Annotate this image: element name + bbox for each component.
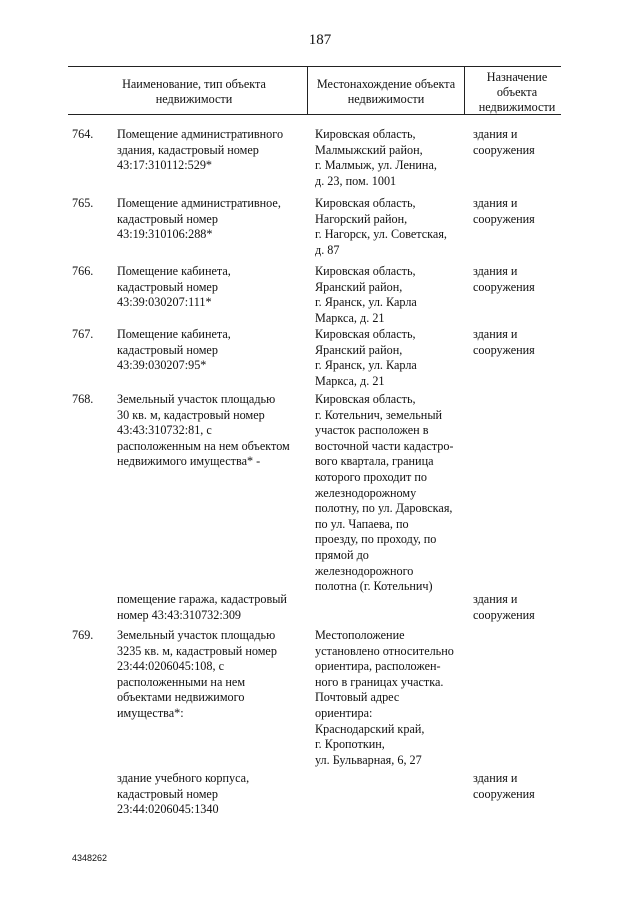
object-location: Кировская область, Яранский район, г. Яранск, ул. Карла Маркса, д. 21 bbox=[315, 264, 417, 325]
object-purpose: здания и сооружения bbox=[473, 264, 535, 294]
row-number: 767. bbox=[72, 327, 94, 341]
object-location: Кировская область, г. Котельнич, земельный участок расположен в восточной части кадастро- вого квартала, граница которого проходит по железнодорожному полотну, по ул. Даровская, по ул. Чапаева, по проезду, по проходу, по прямой до железнодорожного полотна (г. Котельнич) bbox=[315, 392, 454, 594]
object-name: Помещение кабинета, кадастровый номер 43:39:030207:111* bbox=[117, 264, 231, 310]
object-purpose: здания и сооружения bbox=[473, 771, 535, 801]
page-number: 187 bbox=[308, 32, 332, 48]
object-location: Кировская область, Яранский район, г. Яранск, ул. Карла Маркса, д. 21 bbox=[315, 327, 417, 388]
object-name: Земельный участок площадью 3235 кв. м, кадастровый номер 23:44:0206045:108, с расположенными на нем объектами недвижимого имущества*: bbox=[117, 628, 277, 720]
row-number: 769. bbox=[72, 628, 94, 642]
object-name: Помещение административное, кадастровый номер 43:19:310106:288* bbox=[117, 196, 281, 242]
row-number: 766. bbox=[72, 264, 94, 278]
object-purpose: здания и сооружения bbox=[473, 327, 535, 357]
header-location: Местонахождение объекта недвижимости bbox=[316, 77, 456, 106]
object-name: помещение гаража, кадастровый номер 43:43:310732:309 bbox=[117, 592, 287, 622]
object-location: Кировская область, Малмыжский район, г. Малмыж, ул. Ленина, д. 23, пом. 1001 bbox=[315, 127, 437, 188]
object-name: Помещение кабинета, кадастровый номер 43:39:030207:95* bbox=[117, 327, 231, 373]
row-number: 764. bbox=[72, 127, 94, 141]
row-number: 765. bbox=[72, 196, 94, 210]
object-purpose: здания и сооружения bbox=[473, 127, 535, 157]
column-divider bbox=[464, 66, 465, 114]
object-purpose: здания и сооружения bbox=[473, 196, 535, 226]
header-purpose: Назначение объекта недвижимости bbox=[478, 70, 556, 114]
object-name: Земельный участок площадью 30 кв. м, кадастровый номер 43:43:310732:81, с расположенным на нем объектом недвижимого имущества* - bbox=[117, 392, 290, 469]
object-location: Местоположение установлено относительно ориентира, расположен- ного в границах участка. Почтовый адрес ориентира: Краснодарский край, г. Кропоткин, ул. Бульварная, 6, 27 bbox=[315, 628, 454, 767]
object-name: Помещение административного здания, кадастровый номер 43:17:310112:529* bbox=[117, 127, 284, 173]
column-divider bbox=[307, 66, 308, 114]
object-purpose: здания и сооружения bbox=[473, 592, 535, 622]
object-location: Кировская область, Нагорский район, г. Нагорск, ул. Советская, д. 87 bbox=[315, 196, 447, 257]
document-code: 4348262 bbox=[72, 853, 108, 863]
header-name: Наименование, тип объекта недвижимости bbox=[122, 77, 266, 106]
table-top-rule bbox=[68, 66, 561, 67]
object-name: здание учебного корпуса, кадастровый номер 23:44:0206045:1340 bbox=[117, 771, 250, 817]
row-number: 768. bbox=[72, 392, 94, 406]
